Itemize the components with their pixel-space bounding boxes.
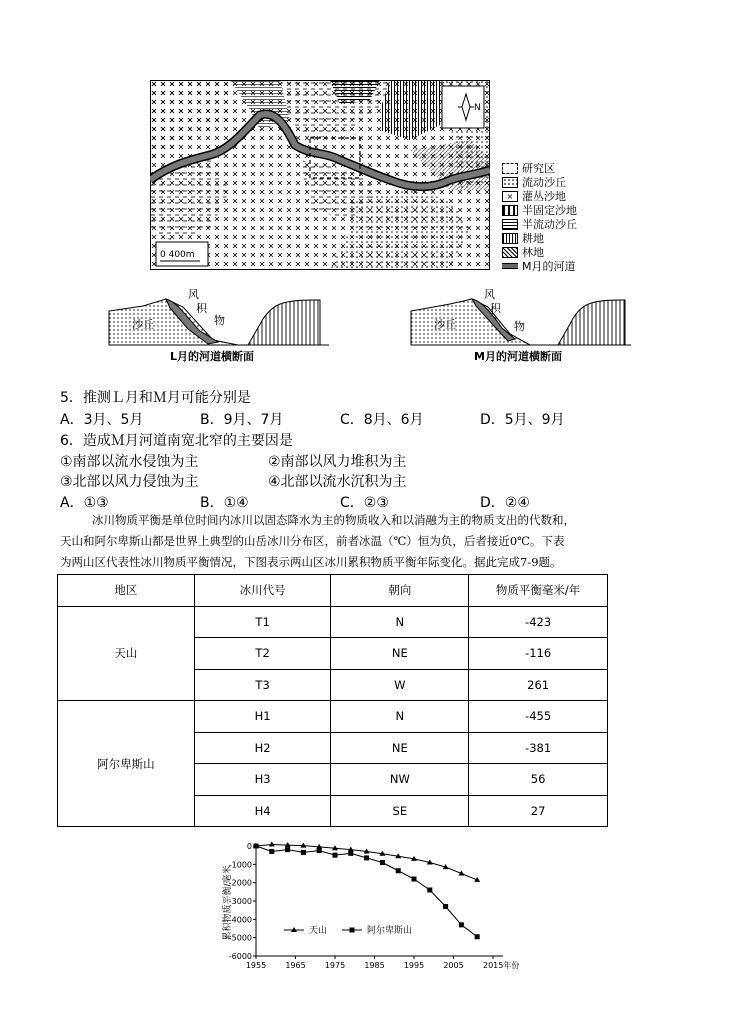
- aspect-cell: SE: [331, 795, 469, 827]
- glacier-code-cell: H3: [194, 764, 331, 796]
- q6-item-2: ②南部以风力堆积为主: [268, 454, 407, 470]
- passage-line-2: 天山和阿尔卑斯山都是世界上典型的山岳冰川分布区，前者冰温（℃）恒为负，后者接近0℃。下表: [60, 534, 565, 548]
- glacier-mass-balance-table: [57, 574, 608, 827]
- data-point-alps: [333, 853, 338, 858]
- x-tick-label: 1995: [403, 961, 425, 970]
- y-tick-label: -4000: [228, 915, 252, 925]
- y-tick-label: -5000: [228, 933, 252, 943]
- x-tick-label: 1975: [324, 961, 346, 970]
- y-tick-label: -1000: [228, 860, 252, 870]
- glacier-code-cell: T1: [194, 606, 331, 638]
- data-point-alps: [348, 851, 353, 856]
- balance-cell: -381: [469, 732, 608, 764]
- region-cell: 天山: [58, 606, 195, 701]
- aspect-cell: NE: [331, 638, 469, 670]
- data-point-alps: [427, 888, 432, 893]
- legend-study-area: 研究区: [502, 160, 555, 176]
- q5-option-d: D．5月、9月: [480, 412, 565, 428]
- balance-cell: -455: [469, 701, 608, 733]
- y-tick-label: -6000: [228, 952, 252, 961]
- q5-option-b: B．9月、7月: [200, 412, 284, 428]
- section-l-obj-label: 物: [214, 314, 225, 327]
- q5-option-c: C．8月、6月: [340, 412, 424, 428]
- balance-cell: -423: [469, 606, 608, 638]
- balance-cell: 261: [469, 669, 608, 701]
- section-l-diagram: [108, 284, 330, 346]
- legend-farmland: 耕地: [502, 230, 544, 246]
- data-point-tianshan: [269, 842, 275, 847]
- section-m-caption: M月的河道横断面: [474, 350, 562, 363]
- x-tick-label: 1985: [364, 961, 385, 970]
- data-point-alps: [254, 844, 259, 849]
- legend-forest: 林地: [502, 244, 544, 260]
- balance-cell: -116: [469, 638, 608, 670]
- region-cell: 阿尔卑斯山: [58, 701, 195, 827]
- map-legend: [502, 160, 612, 280]
- data-point-alps: [269, 849, 274, 854]
- section-l-caption: L月的河道横断面: [170, 350, 255, 363]
- section-m-dune-label: 沙丘: [434, 318, 456, 331]
- passage-line-3: 为两山区代表性冰川物质平衡情况，下图表示两山区冰川累积物质平衡年际变化。据此完成7-9题。: [60, 555, 562, 569]
- x-tick-label: 1965: [285, 961, 306, 970]
- aspect-cell: N: [331, 606, 469, 638]
- section-m-diagram: [410, 284, 632, 346]
- q5-stem: 5．推测Ｌ月和Ｍ月可能分别是: [60, 390, 251, 406]
- data-point-alps: [396, 868, 401, 873]
- header-mass-balance: 物质平衡毫米/年: [469, 575, 608, 607]
- table-row: [58, 701, 608, 733]
- data-point-alps: [475, 934, 480, 939]
- legend-river: M月的河道: [502, 258, 576, 274]
- section-l-wind-label: 风: [188, 288, 199, 301]
- q6-option-c: C．②③: [340, 495, 389, 511]
- section-m-obj-label: 物: [514, 320, 525, 333]
- x-tick-label: 2005: [443, 961, 464, 970]
- section-m-accum-label: 积: [490, 302, 501, 315]
- data-point-alps: [301, 850, 306, 855]
- legend-label-tianshan: 天山: [309, 926, 328, 936]
- scale-label: 0 400m: [160, 250, 195, 260]
- balance-cell: 27: [469, 795, 608, 827]
- passage-line-1: 冰川物质平衡是单位时间内冰川以固态降水为主的物质收入和以消融为主的物质支出的代数和，: [92, 513, 575, 527]
- section-l-dune-label: 沙丘: [132, 318, 154, 331]
- header-glacier-code: 冰川代号: [194, 575, 331, 607]
- aspect-cell: NW: [331, 764, 469, 796]
- balance-cell: 56: [469, 764, 608, 796]
- q6-option-a: A．①③: [60, 495, 109, 511]
- legend-semi-fixed: 半固定沙地: [502, 202, 577, 218]
- data-point-alps: [317, 848, 322, 853]
- legend-label-alps: 阿尔卑斯山: [367, 926, 413, 936]
- q5-option-a: A．3月、5月: [60, 412, 144, 428]
- study-area-map: [150, 80, 490, 270]
- header-aspect: 朝向: [331, 575, 469, 607]
- y-tick-label: 0: [246, 842, 252, 851]
- y-tick-label: -2000: [228, 878, 252, 888]
- table-row: [58, 606, 608, 638]
- q6-item-4: ④北部以流水沉积为主: [268, 474, 407, 490]
- aspect-cell: NE: [331, 732, 469, 764]
- aspect-cell: N: [331, 701, 469, 733]
- glacier-code-cell: H4: [194, 795, 331, 827]
- data-point-alps: [364, 855, 369, 860]
- q6-item-3: ③北部以风力侵蚀为主: [60, 474, 199, 490]
- legend-semi-mobile: 半流动沙丘: [502, 216, 577, 232]
- data-point-alps: [412, 877, 417, 882]
- legend-marker-alps: [350, 928, 355, 933]
- cumulative-mass-balance-chart: [218, 838, 528, 978]
- x-tick-label: 2015年份: [483, 961, 520, 970]
- north-label: N: [474, 103, 481, 113]
- y-tick-label: -3000: [228, 897, 252, 906]
- header-region: 地区: [58, 575, 195, 607]
- section-l-accum-label: 积: [196, 302, 207, 315]
- table-header-row: [58, 575, 608, 607]
- legend-mobile-dune: 流动沙丘: [502, 174, 566, 190]
- glacier-code-cell: T3: [194, 669, 331, 701]
- data-point-alps: [459, 922, 464, 927]
- q6-stem: 6．造成Ｍ月河道南宽北窄的主要因是: [60, 433, 293, 449]
- data-point-alps: [443, 904, 448, 909]
- data-point-alps: [380, 860, 385, 865]
- legend-shrub-sand: × 灌丛沙地: [502, 188, 566, 204]
- aspect-cell: W: [331, 669, 469, 701]
- data-point-alps: [285, 847, 290, 852]
- q6-option-b: B．①④: [200, 495, 249, 511]
- glacier-code-cell: H2: [194, 732, 331, 764]
- x-tick-label: 1955: [245, 961, 267, 970]
- q6-option-d: D．②④: [480, 495, 530, 511]
- y-axis-label: 累积物质平衡/毫米: [223, 865, 233, 941]
- q6-item-1: ①南部以流水侵蚀为主: [60, 454, 199, 470]
- glacier-code-cell: H1: [194, 701, 331, 733]
- glacier-code-cell: T2: [194, 638, 331, 670]
- section-m-wind-label: 风: [484, 288, 495, 301]
